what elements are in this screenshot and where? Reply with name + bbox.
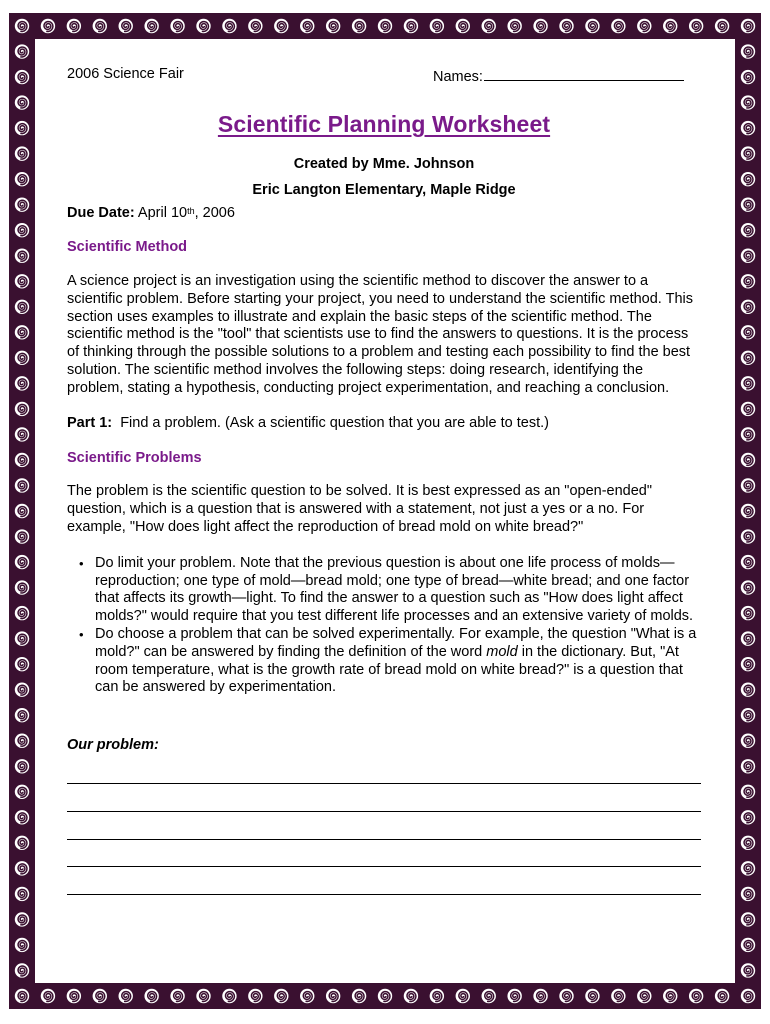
spiral-icon [741, 300, 755, 314]
spiral-icon [15, 427, 29, 441]
spiral-icon [15, 861, 29, 875]
spiral-icon [41, 19, 55, 33]
spiral-icon [15, 44, 29, 58]
spiral-icon [741, 453, 755, 467]
spiral-icon [15, 19, 29, 33]
spiral-icon [741, 529, 755, 543]
spiral-icon [741, 861, 755, 875]
spiral-icon [741, 19, 755, 33]
answer-line[interactable] [67, 784, 701, 812]
school-line: Eric Langton Elementary, Maple Ridge [252, 182, 516, 198]
spiral-icon [507, 989, 521, 1003]
spiral-icon [741, 478, 755, 492]
worksheet-page [67, 62, 701, 895]
scientific-method-paragraph: A science project is an investigation using the scientific method to discover the answer to a scientific problem. Before starting your project, you need to understand the scientific method. This section uses examples to illustrate and explain the basic steps of the scientific method. The scientific method is the "tool" that scientists use to find the answers to questions. It is the process of thinking through the possible solutions to a problem and testing each possibility to find the best solution. The scientific method involves the following steps: doing research, identifying the problem, stating a hypothesis, conducting project experimentation, and reaching a conclusion. [67, 273, 693, 396]
spiral-icon [559, 19, 573, 33]
spiral-icon [663, 19, 677, 33]
spiral-icon [15, 785, 29, 799]
due-date [67, 205, 701, 221]
spiral-icon [741, 759, 755, 773]
spiral-icon [741, 197, 755, 211]
spiral-icon [15, 95, 29, 109]
spiral-icon [15, 912, 29, 926]
spiral-icon [222, 19, 236, 33]
part1-line [67, 415, 701, 433]
spiral-icon [741, 402, 755, 416]
spiral-icon [741, 274, 755, 288]
spiral-icon [741, 427, 755, 441]
spiral-icon [15, 453, 29, 467]
due-date-label: Due Date: [67, 205, 135, 221]
spiral-icon [15, 402, 29, 416]
spiral-icon [741, 708, 755, 722]
spiral-icon [196, 19, 210, 33]
spiral-icon [404, 989, 418, 1003]
spiral-icon [300, 989, 314, 1003]
spiral-icon [274, 989, 288, 1003]
spiral-icon [15, 376, 29, 390]
spiral-icon [741, 95, 755, 109]
spiral-icon [119, 989, 133, 1003]
spiral-icon [456, 989, 470, 1003]
spiral-icon [41, 989, 55, 1003]
spiral-icon [119, 19, 133, 33]
spiral-icon [15, 325, 29, 339]
spiral-icon [15, 963, 29, 977]
spiral-icon [507, 19, 521, 33]
spiral-icon [300, 19, 314, 33]
spiral-icon [482, 19, 496, 33]
spiral-icon [741, 631, 755, 645]
spiral-icon [15, 887, 29, 901]
spiral-icon [15, 989, 29, 1003]
answer-line[interactable] [67, 867, 701, 895]
spiral-icon [637, 989, 651, 1003]
spiral-icon [741, 325, 755, 339]
due-date-value-post: , 2006 [194, 205, 235, 221]
spiral-icon [144, 989, 158, 1003]
spiral-icon [352, 19, 366, 33]
spiral-icon [15, 938, 29, 952]
spiral-icon [15, 504, 29, 518]
spiral-icon [170, 19, 184, 33]
answer-line[interactable] [67, 763, 701, 784]
spiral-icon [741, 682, 755, 696]
spiral-icon [741, 70, 755, 84]
spiral-icon [248, 19, 262, 33]
list-item-text-a: Do choose a problem that can be solved experimentally. For example, the question "What is a mold?" can be answered by finding the definition of the word [95, 625, 697, 660]
spiral-icon [15, 631, 29, 645]
spiral-icon [274, 19, 288, 33]
header-row [67, 62, 701, 84]
answer-line[interactable] [67, 840, 701, 868]
spiral-icon [15, 836, 29, 850]
spiral-icon [15, 580, 29, 594]
spiral-icon [741, 606, 755, 620]
spiral-icon [741, 146, 755, 160]
fair-label: 2006 Science Fair [67, 66, 184, 82]
spiral-icon [15, 478, 29, 492]
spiral-icon [585, 989, 599, 1003]
spiral-icon [93, 989, 107, 1003]
section-heading-scientific-method: Scientific Method [67, 239, 188, 255]
due-date-sup: th [187, 206, 195, 216]
list-item-text-b: in the dictionary. But, "At room temperature, what is the growth rate of bread mold on white bread?" is a question that can be answered by experimentation. [95, 643, 683, 696]
emphasis-mold: mold [486, 643, 518, 660]
spiral-icon [15, 121, 29, 135]
spiral-icon [15, 223, 29, 237]
spiral-icon [15, 529, 29, 543]
section-heading-scientific-problems: Scientific Problems [67, 450, 202, 467]
spiral-icon [222, 989, 236, 1003]
spiral-icon [93, 19, 107, 33]
spiral-icon [196, 989, 210, 1003]
spiral-icon [741, 580, 755, 594]
spiral-icon [15, 300, 29, 314]
spiral-icon [15, 606, 29, 620]
answer-line[interactable] [67, 812, 701, 840]
spiral-icon [741, 44, 755, 58]
spiral-icon [15, 555, 29, 569]
spiral-icon [741, 734, 755, 748]
spiral-icon [352, 989, 366, 1003]
spiral-icon [715, 19, 729, 33]
spiral-icon [741, 657, 755, 671]
guideline-list [67, 555, 701, 697]
spiral-icon [15, 734, 29, 748]
spiral-icon [741, 223, 755, 237]
spiral-icon [326, 19, 340, 33]
spiral-icon [741, 555, 755, 569]
spiral-icon [741, 887, 755, 901]
spiral-icon [741, 504, 755, 518]
spiral-icon [741, 785, 755, 799]
spiral-icon [741, 121, 755, 135]
list-item: • Do limit your problem. Note that the previous question is about one life process of molds—reproduction; one type of mold—bread mold; one type of bread—white bread; and one factor that affects its growth—light. To find the answer to a question such as "How does light affect molds?" would require that you test different life processes and an extensive variety of molds. [95, 555, 701, 626]
spiral-icon [378, 19, 392, 33]
list-item [95, 626, 701, 697]
spiral-icon [611, 19, 625, 33]
spiral-icon [741, 172, 755, 186]
spiral-icon [15, 274, 29, 288]
spiral-icon [430, 989, 444, 1003]
spiral-icon [15, 146, 29, 160]
spiral-icon [326, 989, 340, 1003]
spiral-icon [559, 989, 573, 1003]
spiral-icon [741, 351, 755, 365]
spiral-icon [404, 19, 418, 33]
spiral-icon [15, 759, 29, 773]
spiral-icon [15, 351, 29, 365]
part1-text: Find a problem. (Ask a scientific question that you are able to test.) [112, 414, 549, 431]
spiral-icon [170, 989, 184, 1003]
page-title: Scientific Planning Worksheet [217, 111, 551, 137]
spiral-icon [15, 708, 29, 722]
names-label: Names: [433, 69, 483, 85]
spiral-icon [15, 197, 29, 211]
spiral-icon [689, 989, 703, 1003]
names-blank-line [484, 66, 684, 81]
answer-lines [67, 763, 701, 895]
spiral-icon [15, 682, 29, 696]
spiral-icon [378, 989, 392, 1003]
spiral-icon [741, 249, 755, 263]
part1-label: Part 1: [67, 414, 113, 431]
due-date-value-pre: April 10 [134, 205, 188, 221]
spiral-icon [715, 989, 729, 1003]
our-problem-label: Our problem: [67, 737, 159, 754]
spiral-icon [741, 376, 755, 390]
spiral-icon [689, 19, 703, 33]
spiral-icon [741, 810, 755, 824]
spiral-icon [741, 912, 755, 926]
spiral-icon [248, 989, 262, 1003]
spiral-icon [15, 810, 29, 824]
spiral-icon [741, 989, 755, 1003]
spiral-icon [15, 172, 29, 186]
author-line: Created by Mme. Johnson [293, 156, 475, 172]
spiral-icon [15, 70, 29, 84]
spiral-icon [15, 657, 29, 671]
spiral-icon [456, 19, 470, 33]
spiral-icon [637, 19, 651, 33]
spiral-icon [482, 989, 496, 1003]
spiral-icon [430, 19, 444, 33]
spiral-icon [611, 989, 625, 1003]
spiral-icon [533, 989, 547, 1003]
spiral-icon [15, 249, 29, 263]
spiral-icon [585, 19, 599, 33]
names-field [433, 66, 684, 85]
spiral-icon [144, 19, 158, 33]
spiral-icon [741, 963, 755, 977]
spiral-icon [663, 989, 677, 1003]
spiral-icon [741, 836, 755, 850]
spiral-icon [67, 19, 81, 33]
scientific-problems-paragraph: The problem is the scientific question to be solved. It is best expressed as an "open-ended" question, which is a question that is answered with a statement, not just a yes or a no. For example, "How does light affect the reproduction of bread mold on white bread?" [67, 483, 652, 535]
spiral-icon [67, 989, 81, 1003]
spiral-icon [533, 19, 547, 33]
spiral-icon [741, 938, 755, 952]
